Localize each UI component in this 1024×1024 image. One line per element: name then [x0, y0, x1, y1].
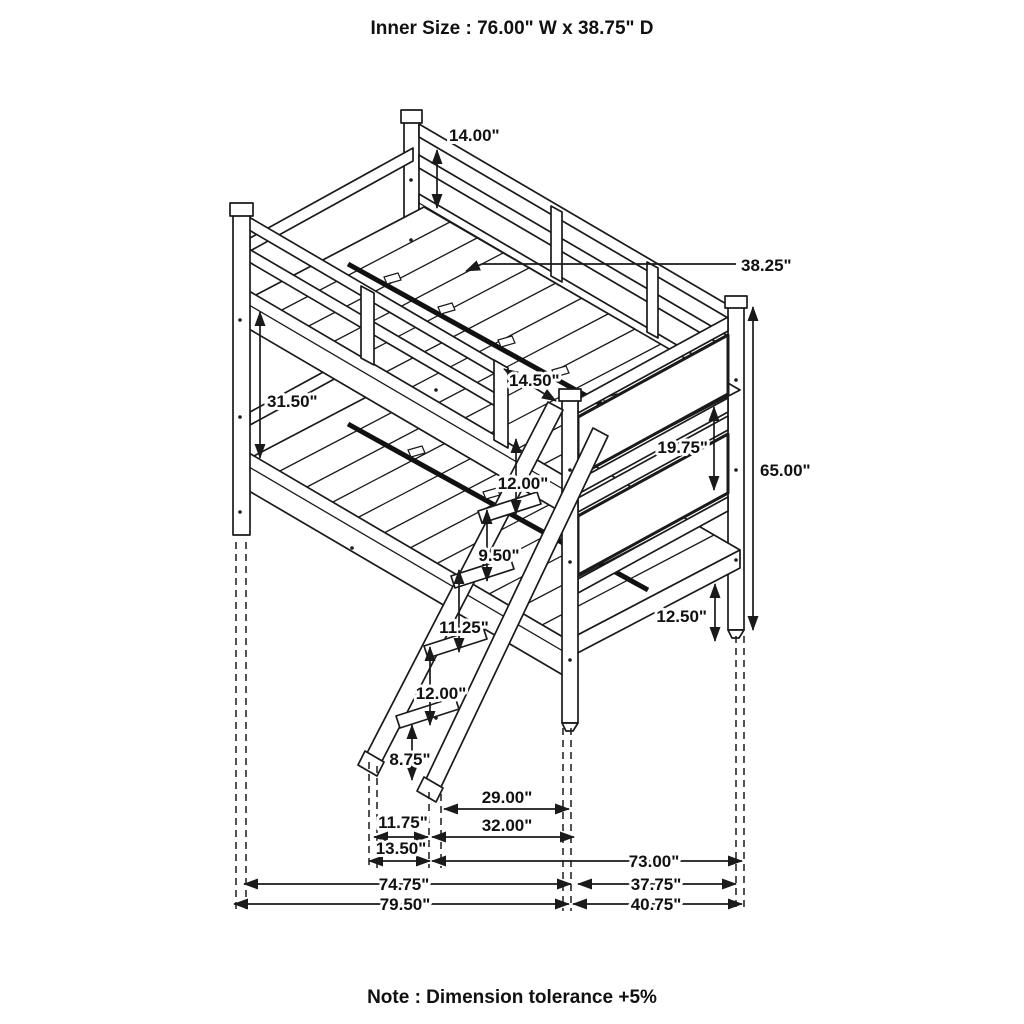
dim-overall-height	[753, 307, 811, 630]
dim-outer-length	[244, 875, 571, 894]
diagram-note: Note : Dimension tolerance +5%	[367, 987, 657, 1008]
dim-frame-depth	[578, 875, 736, 894]
dimension-label: 12.00"	[415, 684, 467, 703]
dimension-label: 19.75"	[657, 438, 708, 457]
dimension-label: 38.25"	[741, 256, 792, 275]
dimension-label: 31.50"	[267, 392, 318, 411]
dimension-label: 79.50"	[379, 895, 431, 914]
dimension-label: 65.00"	[760, 461, 811, 480]
near-right-post	[559, 389, 581, 731]
dim-frame-length	[432, 852, 742, 871]
dimension-label: 40.75"	[630, 895, 682, 914]
dimension-label: 14.00"	[449, 126, 500, 145]
dim-ladder-to-leg	[444, 788, 569, 809]
dim-ladder-span	[432, 816, 574, 837]
dimension-label: 37.75"	[630, 875, 682, 894]
diagram-title: Inner Size : 76.00" W x 38.75" D	[370, 18, 654, 39]
dim-overall-depth	[573, 895, 742, 914]
dim-ladder-base	[369, 839, 430, 861]
dimension-label: 13.50"	[375, 839, 427, 858]
dimension-label: 12.00"	[497, 474, 549, 493]
dimension-label: 9.50"	[478, 546, 520, 565]
dimension-label: 74.75"	[378, 875, 430, 894]
dim-ladder-feet-inner	[374, 813, 428, 837]
dimension-label: 8.75"	[389, 750, 431, 769]
dimension-label: 73.00"	[628, 852, 680, 871]
dimension-label: 29.00"	[481, 788, 533, 807]
near-left-post	[230, 203, 253, 535]
dimension-label: 12.50"	[656, 607, 707, 626]
dim-overall-length	[234, 895, 569, 914]
dimension-label: 14.50"	[509, 371, 560, 390]
dimension-label: 11.75"	[378, 813, 428, 832]
dimension-label: 11.25"	[439, 618, 489, 637]
dimension-label: 32.00"	[481, 816, 533, 835]
